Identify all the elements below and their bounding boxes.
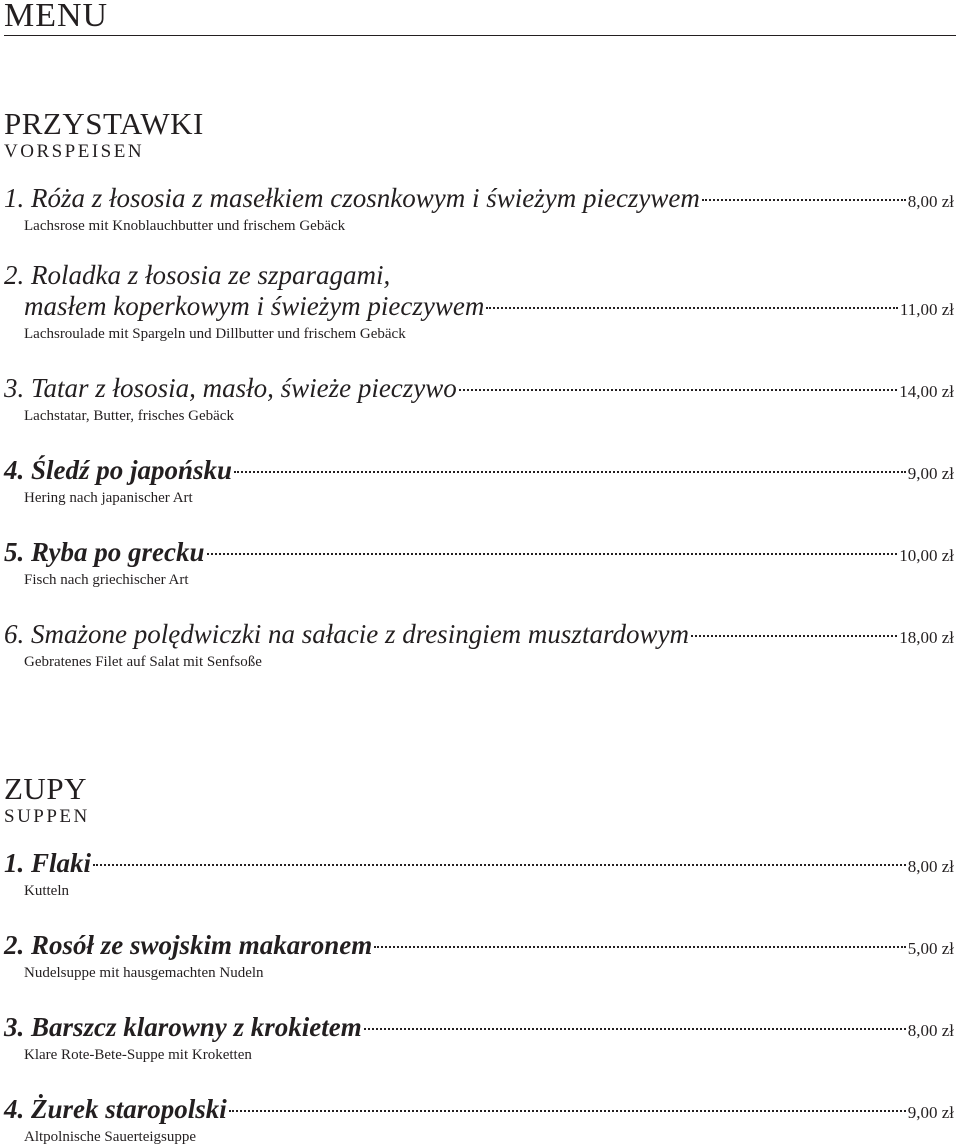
dot-leader xyxy=(93,864,906,866)
menu-item xyxy=(4,372,954,426)
item-description: Kutteln xyxy=(24,883,69,899)
menu-item xyxy=(4,454,954,508)
dot-leader xyxy=(459,389,897,391)
dot-leader xyxy=(234,471,906,473)
item-price: 10,00 zł xyxy=(899,546,954,565)
dot-leader xyxy=(364,1028,906,1030)
menu-item xyxy=(4,536,954,590)
item-description: Altpolnische Sauerteigsuppe xyxy=(24,1129,197,1145)
item-price: 8,00 zł xyxy=(907,1021,954,1040)
item-name: masłem koperkowym i świeżym pieczywem xyxy=(24,291,485,321)
item-price: 8,00 zł xyxy=(907,857,954,876)
item-description: Nudelsuppe mit hausgemachten Nudeln xyxy=(24,965,264,981)
section-przystawki xyxy=(4,107,954,672)
dot-leader xyxy=(374,946,905,948)
item-description: Lachsroulade mit Spargeln und Dillbutter und frischem Gebäck xyxy=(24,326,406,342)
title-divider xyxy=(4,35,956,36)
item-price: 9,00 zł xyxy=(907,464,954,483)
item-description: Lachstatar, Butter, frisches Gebäck xyxy=(24,408,234,424)
item-price: 8,00 zł xyxy=(907,192,954,211)
menu-item xyxy=(4,929,954,983)
dot-leader xyxy=(486,307,897,309)
section-title: PRZYSTAWKI xyxy=(4,106,204,141)
item-name: 6. Smażone polędwiczki na sałacie z dresingiem musztardowym xyxy=(4,619,689,649)
item-name: 2. Rosół ze swojskim makaronem xyxy=(4,930,373,960)
section-subtitle: SUPPEN xyxy=(4,806,90,827)
item-price: 5,00 zł xyxy=(907,939,954,958)
item-description: Hering nach japanischer Art xyxy=(24,490,193,506)
section-title: ZUPY xyxy=(4,771,87,806)
section-subtitle: VORSPEISEN xyxy=(4,141,145,162)
item-price: 14,00 zł xyxy=(899,382,954,401)
page-title: MENU xyxy=(4,0,109,34)
item-name: 4. Żurek staropolski xyxy=(4,1094,227,1124)
item-description: Gebratenes Filet auf Salat mit Senfsoße xyxy=(24,654,262,670)
dot-leader xyxy=(229,1110,906,1112)
menu-item xyxy=(4,260,954,344)
dot-leader xyxy=(691,635,897,637)
menu-item xyxy=(4,182,954,236)
menu-item xyxy=(4,1011,954,1065)
item-price: 9,00 zł xyxy=(907,1103,954,1122)
item-price: 18,00 zł xyxy=(899,628,954,647)
item-description: Lachsrose mit Knoblauchbutter und frischem Gebäck xyxy=(24,218,346,234)
dot-leader xyxy=(207,553,898,555)
item-name-line1: 2. Roladka z łososia ze szparagami, xyxy=(4,260,391,290)
item-name: 5. Ryba po grecku xyxy=(4,537,205,567)
item-name: 4. Śledź po japońsku xyxy=(4,455,233,485)
dot-leader xyxy=(702,199,906,201)
item-name: 3. Barszcz klarowny z krokietem xyxy=(4,1012,362,1042)
item-name: 1. Róża z łososia z masełkiem czosnkowym i świeżym pieczywem xyxy=(4,183,700,213)
menu-item xyxy=(4,847,954,901)
item-description: Klare Rote-Bete-Suppe mit Kroketten xyxy=(24,1047,252,1063)
menu-item xyxy=(4,618,954,672)
section-zupy xyxy=(4,772,954,1147)
item-description: Fisch nach griechischer Art xyxy=(24,572,189,588)
item-name: 3. Tatar z łososia, masło, świeże pieczywo xyxy=(4,373,457,403)
item-name: 1. Flaki xyxy=(4,848,92,878)
item-price: 11,00 zł xyxy=(899,300,954,319)
